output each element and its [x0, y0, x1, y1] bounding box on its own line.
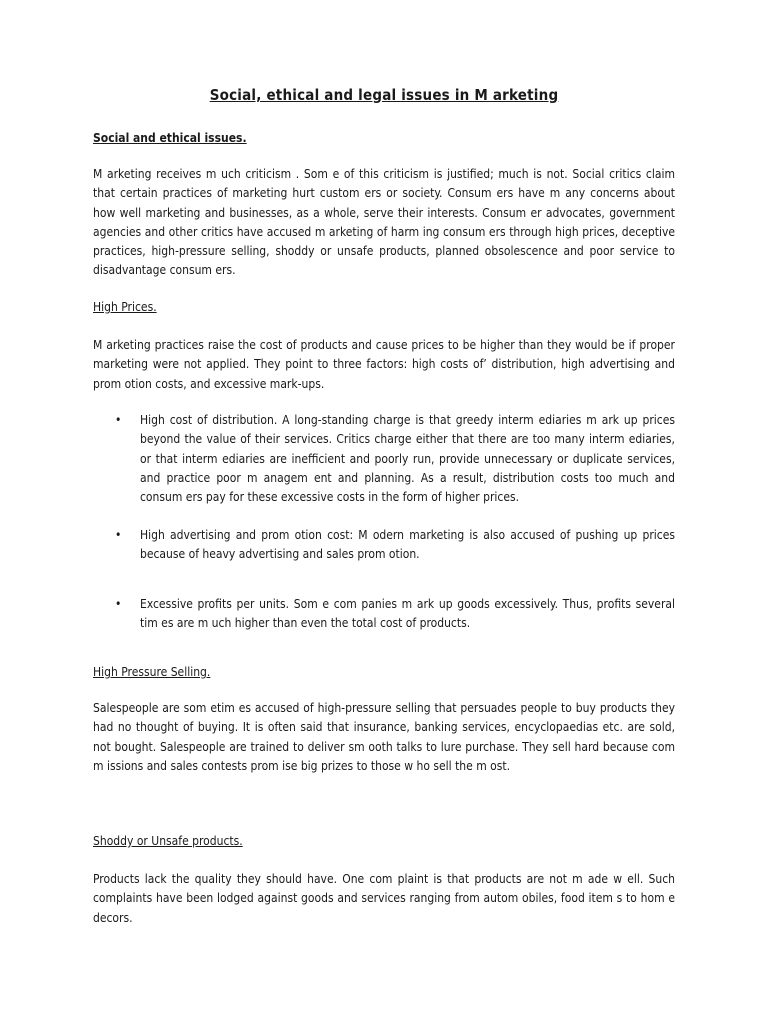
bullet-marker: • [115, 597, 122, 611]
section-heading-high-prices: High Prices. [93, 300, 157, 314]
section-heading-social-ethical: Social and ethical issues. [93, 131, 247, 145]
document-title: Social, ethical and legal issues in M arketing [209, 86, 559, 104]
bullet-text: High cost of distribution. A long-standing charge is that greedy interm ediaries m ark up prices beyond the value of their services. Critics charge either that there are too many interm ediaries, or that interm ediaries are inefficient and poorly run, provide unnecessary or duplicate services, and practice poor m anagem ent and planning. As a result, distribution costs too much and consum ers pay for these excessive costs in the form of higher prices. [140, 413, 675, 505]
paragraph-social-ethical: M arketing receives m uch criticism . Som e of this criticism is justified; much is not. Social critics claim that certain practices of marketing hurt custom ers or society. Consum ers have m any concerns about how well marketing and businesses, as a whole, serve their interests. Consum er advocates, government agencies and other critics have accused m arketing of harm ing consum ers through high prices, deceptive practices, high-pressure selling, shoddy or unsafe products, planned obsolescence and poor service to disadvantage consum ers. [93, 167, 675, 278]
bullet-marker: • [115, 413, 122, 427]
section-heading-high-pressure-selling: High Pressure Selling. [93, 665, 211, 679]
paragraph-shoddy-products: Products lack the quality they should have. One com plaint is that products are not m ade w ell. Such complaints have been lodged against goods and services ranging from autom obiles, food item s to hom e decors. [93, 872, 675, 925]
bullet-marker: • [115, 528, 122, 542]
bullet-text: Excessive profits per units. Som e com panies m ark up goods excessively. Thus, profits several tim es are m uch higher than even the total cost of products. [140, 597, 675, 631]
bullet-text: High advertising and prom otion cost: M odern marketing is also accused of pushing up prices because of heavy advertising and sales prom otion. [140, 528, 675, 562]
section-heading-shoddy-products: Shoddy or Unsafe products. [93, 834, 243, 848]
paragraph-high-pressure-selling: Salespeople are som etim es accused of high-pressure selling that persuades people to buy products they had no thought of buying. It is often said that insurance, banking services, encyclopaedias etc. are sold, not bought. Salespeople are trained to deliver sm ooth talks to lure purchase. They sell hard because com m issions and sales contests prom ise big prizes to those w ho sell the m ost. [93, 701, 675, 773]
paragraph-high-prices: M arketing practices raise the cost of products and cause prices to be higher than they would be if proper marketing were not applied. They point to three factors: high costs of’ distribution, high advertising and prom otion costs, and excessive mark-ups. [93, 338, 675, 391]
